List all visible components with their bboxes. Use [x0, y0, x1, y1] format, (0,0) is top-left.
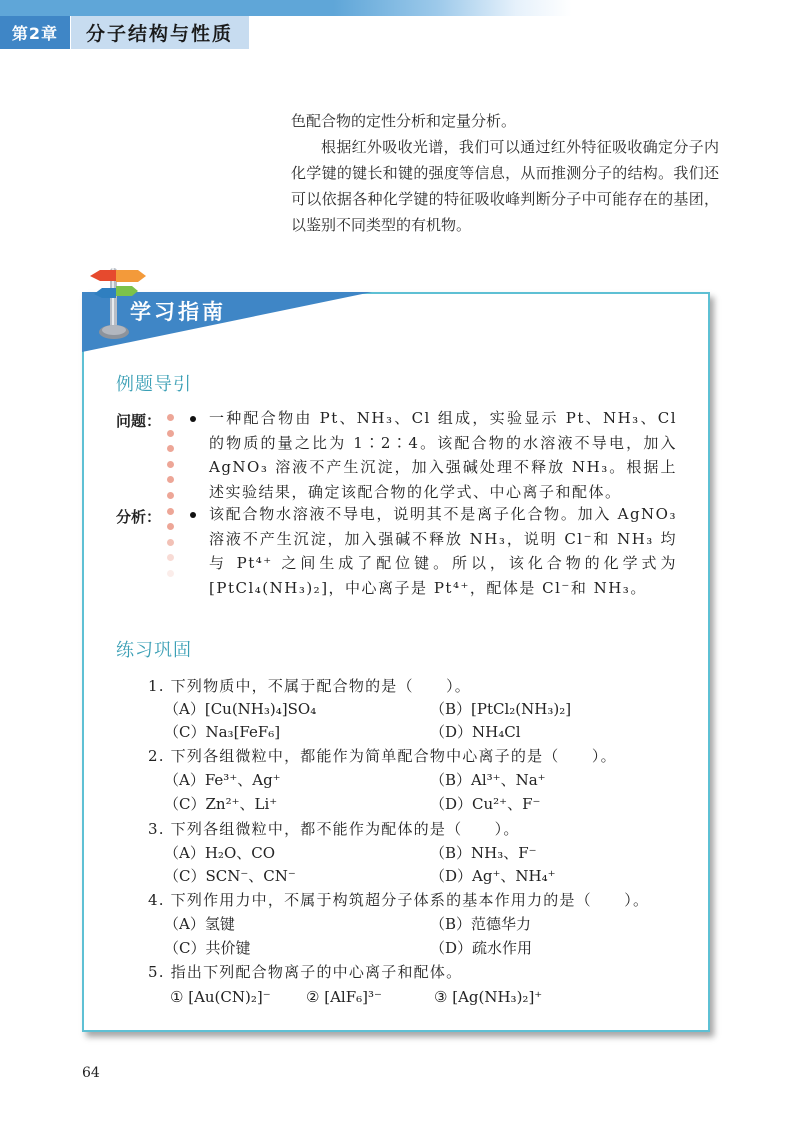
question-3-option-b[interactable]: （B）NH₃、F⁻	[430, 844, 537, 862]
question-4-stem: 4. 下列作用力中，不属于构筑超分子体系的基本作用力的是（ ）。	[148, 891, 650, 909]
question-2-stem: 2. 下列各组微粒中，都能作为简单配合物中心离子的是（ ）。	[148, 747, 617, 765]
intro-paragraph-2: 根据红外吸收光谱，我们可以通过红外特征吸收确定分子内化学键的键长和键的强度等信息，从而推测分子的结构。我们还可以依据各种化学键的特征吸收峰判断分子中可能存在的基团，以鉴别不同类型的有机物。	[291, 138, 719, 234]
question-bullet	[190, 416, 196, 422]
decorative-dot-column	[167, 414, 177, 586]
question-1-stem: 1. 下列物质中，不属于配合物的是（ ）。	[148, 677, 471, 695]
question-4-option-a[interactable]: （A）氢键	[164, 915, 235, 933]
question-2-option-b[interactable]: （B）Al³⁺、Na⁺	[430, 771, 546, 789]
question-1-option-a[interactable]: （A）[Cu(NH₃)₄]SO₄	[164, 700, 317, 718]
question-4-option-d[interactable]: （D）疏水作用	[430, 939, 533, 957]
intro-text	[291, 108, 719, 238]
question-3-stem: 3. 下列各组微粒中，都不能作为配体的是（ ）。	[148, 820, 520, 838]
intro-line-1: 色配合物的定性分析和定量分析。	[291, 112, 517, 130]
question-5-stem: 5. 指出下列配合物离子的中心离子和配体。	[148, 963, 463, 981]
question-label: 问题：	[116, 412, 162, 430]
question-2-option-c[interactable]: （C）Zn²⁺、Li⁺	[164, 795, 278, 813]
question-4-option-b[interactable]: （B）范德华力	[430, 915, 532, 933]
question-5-item-1: ① [Au(CN)₂]⁻	[170, 988, 271, 1006]
question-5-item-3: ③ [Ag(NH₃)₂]⁺	[434, 988, 543, 1006]
practice-section-heading: 练习巩固	[116, 640, 192, 661]
question-1-option-d[interactable]: （D）NH₄Cl	[430, 723, 521, 741]
chapter-label: 第2章	[0, 16, 70, 49]
question-2-option-a[interactable]: （A）Fe³⁺、Ag⁺	[164, 771, 281, 789]
page-number: 64	[82, 1065, 100, 1081]
analysis-text: 该配合物水溶液不导电，说明其不是离子化合物。加入 AgNO₃ 溶液不产生沉淀，加入强碱不释放 NH₃，说明 Cl⁻和 NH₃ 均与 Pt⁴⁺ 之间生成了配位键。所以，该化合物的化学式为 [PtCl₄(NH₃)₂]，中心离子是 Pt⁴⁺，配体是 Cl⁻和 NH₃。	[209, 505, 677, 597]
question-3-option-a[interactable]: （A）H₂O、CO	[164, 844, 276, 862]
analysis-label: 分析：	[116, 508, 162, 526]
question-text: 一种配合物由 Pt、NH₃、Cl 组成，实验显示 Pt、NH₃、Cl 的物质的量之比为 1∶2∶4。该配合物的水溶液不导电，加入 AgNO₃ 溶液不产生沉淀，加入强碱处理不释放 NH₃。根据上述实验结果，确定该配合物的化学式、中心离子和配体。	[209, 409, 677, 501]
analysis-bullet	[190, 512, 196, 518]
question-3-option-d[interactable]: （D）Ag⁺、NH₄⁺	[430, 867, 556, 885]
question-4-option-c[interactable]: （C）共价键	[164, 939, 251, 957]
chapter-title: 分子结构与性质	[71, 16, 249, 49]
question-3-option-c[interactable]: （C）SCN⁻、CN⁻	[164, 867, 296, 885]
header-gradient-bar	[0, 0, 794, 16]
question-1-option-c[interactable]: （C）Na₃[FeF₆]	[164, 723, 281, 741]
question-5-item-2: ② [AlF₆]³⁻	[306, 988, 382, 1006]
question-2-option-d[interactable]: （D）Cu²⁺、F⁻	[430, 795, 541, 813]
example-section-heading: 例题导引	[116, 374, 192, 395]
study-guide-title: 学习指南	[130, 300, 226, 324]
question-1-option-b[interactable]: （B）[PtCl₂(NH₃)₂]	[430, 700, 572, 718]
